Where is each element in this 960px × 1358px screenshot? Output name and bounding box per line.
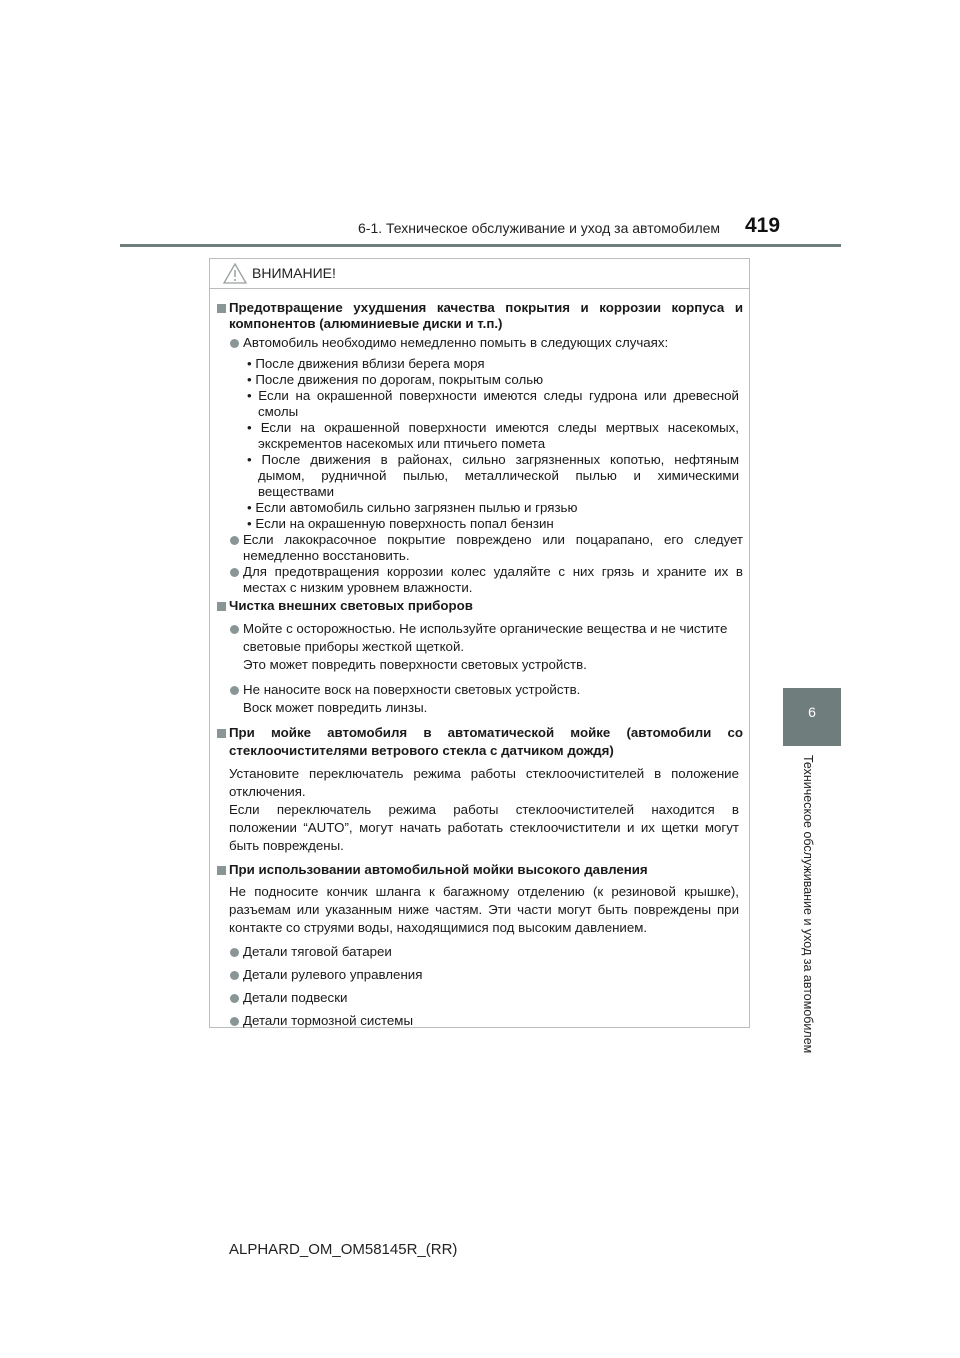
- document-code: ALPHARD_OM_OM58145R_(RR): [229, 1241, 458, 1258]
- list-item: • Если автомобиль сильно загрязнен пылью и грязью: [247, 500, 578, 515]
- bullet-dot-icon: [230, 994, 239, 1003]
- section-title: 6-1. Техническое обслуживание и уход за автомобилем: [358, 220, 721, 236]
- list-item-cont: экскрементов насекомых или птичьего помета: [258, 436, 546, 451]
- bullet-text: Мойте с осторожностью. Не используйте органические вещества и не чистите: [243, 621, 728, 636]
- paragraph-line: быть повреждены.: [229, 838, 344, 853]
- chapter-tab: [783, 688, 841, 746]
- bullet-dot-icon: [230, 625, 239, 634]
- section-heading: Предотвращение ухудшения качества покрытия и коррозии корпуса и: [229, 300, 743, 315]
- chapter-number: 6: [808, 704, 816, 720]
- bullet-text-cont: световые приборы жесткой щеткой.: [243, 639, 465, 654]
- paragraph-line: разъемам или указанным ниже частям. Эти части могут быть повреждены при: [229, 902, 739, 917]
- paragraph-line: Установите переключатель режима работы стеклоочистителей в положение: [229, 766, 739, 781]
- list-item-cont: дымом, рудничной пылью, металлической пылью и химическими: [258, 468, 739, 483]
- section-heading-cont: стеклоочистителями ветрового стекла с датчиком дождя): [229, 743, 614, 758]
- paragraph-line: контакте со струями воды, находящимися под высоким давлением.: [229, 920, 648, 935]
- section-square-icon: [217, 866, 226, 875]
- bullet-text-cont: немедленно восстановить.: [243, 548, 410, 563]
- bullet-dot-icon: [230, 568, 239, 577]
- page-number: 419: [745, 214, 781, 237]
- section-heading-cont: компонентов (алюминиевые диски и т.п.): [229, 316, 503, 331]
- warning-header: [210, 259, 749, 289]
- list-item-cont: смолы: [258, 404, 299, 419]
- bullet-text-cont: Это может повредить поверхности световых устройств.: [243, 657, 587, 672]
- paragraph-line: отключения.: [229, 784, 306, 799]
- section-square-icon: [217, 729, 226, 738]
- list-item: • После движения в районах, сильно загрязненных копотью, нефтяным: [247, 452, 739, 467]
- list-item: • Если на окрашенной поверхности имеются следы гудрона или древесной: [247, 388, 739, 403]
- paragraph-line: положении “AUTO”, могут начать работать стеклоочистители и их щетки могут: [229, 820, 739, 835]
- section-heading: При использовании автомобильной мойки высокого давления: [229, 862, 648, 877]
- chapter-title-vertical: Техническое обслуживание и уход за автомобилем: [801, 755, 815, 1054]
- list-item: • После движения по дорогам, покрытым солью: [247, 372, 544, 387]
- bullet-dot-icon: [230, 339, 239, 348]
- section-heading: При мойке автомобиля в автоматической мойке (автомобили со: [229, 725, 743, 740]
- list-item: • Если на окрашенную поверхность попал бензин: [247, 516, 554, 531]
- bullet-text: Детали тормозной системы: [243, 1013, 414, 1028]
- list-item: • Если на окрашенной поверхности имеются следы мертвых насекомых,: [247, 420, 739, 435]
- warning-box: [209, 258, 750, 1028]
- bullet-text: Для предотвращения коррозии колес удаляйте с них грязь и храните их в: [243, 564, 743, 579]
- bullet-text: Детали подвески: [243, 990, 348, 1005]
- list-item-cont: веществами: [258, 484, 335, 499]
- header-divider: [120, 244, 841, 247]
- bullet-text-cont: Воск может повредить линзы.: [243, 700, 428, 715]
- bullet-text-cont: местах с низким уровнем влажности.: [243, 580, 473, 595]
- bullet-dot-icon: [230, 1017, 239, 1026]
- bullet-dot-icon: [230, 686, 239, 695]
- bullet-dot-icon: [230, 536, 239, 545]
- bullet-dot-icon: [230, 948, 239, 957]
- paragraph-line: Не подносите кончик шланга к багажному отделению (к резиновой крышке),: [229, 884, 739, 899]
- section-heading: Чистка внешних световых приборов: [229, 598, 473, 613]
- bullet-text: Не наносите воск на поверхности световых устройств.: [243, 682, 581, 697]
- bullet-text: Если лакокрасочное покрытие повреждено или поцарапано, его следует: [243, 532, 743, 547]
- bullet-text: Автомобиль необходимо немедленно помыть в следующих случаях:: [243, 335, 669, 350]
- list-item: • После движения вблизи берега моря: [247, 356, 485, 371]
- paragraph-line: Если переключатель режима работы стеклоочистителей находится в: [229, 802, 739, 817]
- warning-triangle-icon: [223, 263, 247, 284]
- bullet-text: Детали рулевого управления: [243, 967, 423, 982]
- bullet-text: Детали тяговой батареи: [243, 944, 392, 959]
- section-square-icon: [217, 304, 226, 313]
- warning-title: ВНИМАНИЕ!: [252, 265, 336, 281]
- bullet-dot-icon: [230, 971, 239, 980]
- section-square-icon: [217, 602, 226, 611]
